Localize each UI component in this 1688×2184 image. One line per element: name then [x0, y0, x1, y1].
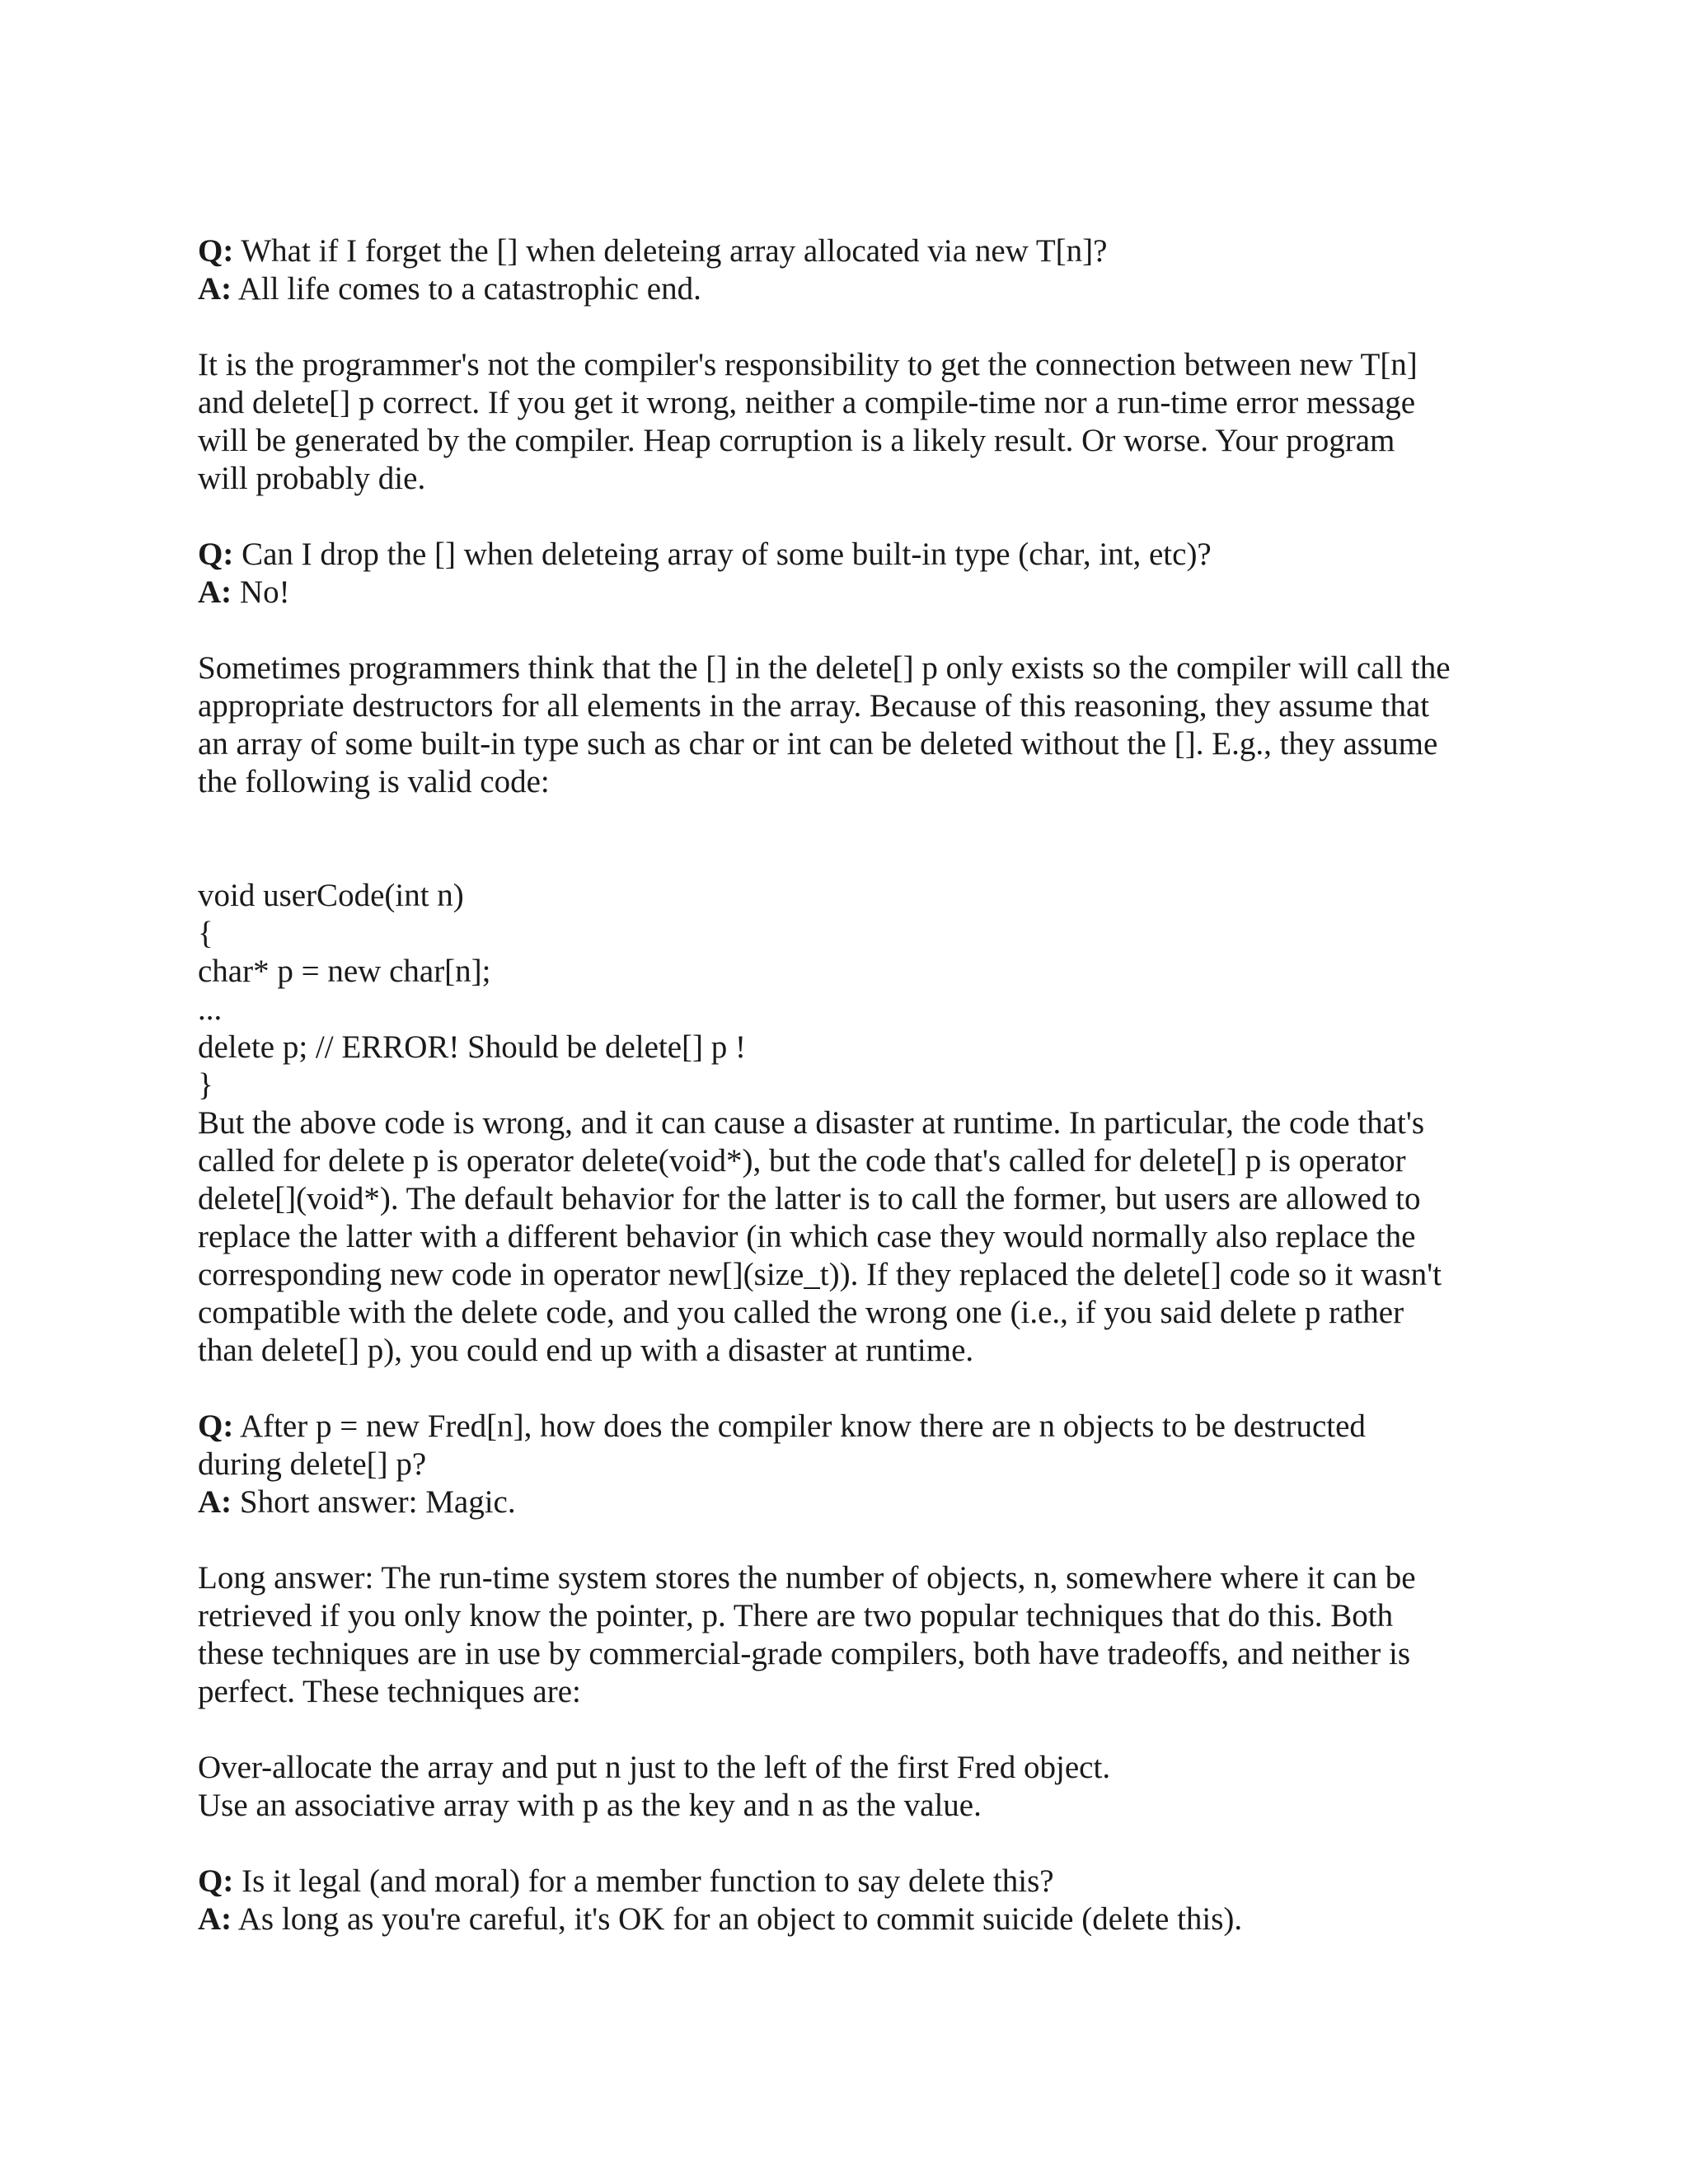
q-label: Q: [198, 1863, 234, 1899]
answer-4 [198, 1900, 1517, 1938]
code-line: } [198, 1067, 213, 1103]
answer-4-text: As long as you're careful, it's OK for an object to commit suicide (delete this). [237, 1901, 1243, 1937]
paragraph-3-line: delete[](void*). The default behavior for the latter is to call the former, but users are allowed to [198, 1181, 1421, 1216]
paragraph-2-line: Sometimes programmers think that the [] in the delete[] p only exists so the compiler will call the [198, 650, 1451, 686]
code-line: char* p = new char[n]; [198, 954, 491, 989]
paragraph-1-line: will be generated by the compiler. Heap corruption is a likely result. Or worse. Your program [198, 423, 1395, 458]
paragraph-3-line: replace the latter with a different behavior (in which case they would normally also replace the [198, 1219, 1416, 1254]
a-label: A: [198, 271, 232, 307]
paragraph-2-line: the following is valid code: [198, 764, 550, 799]
code-line: { [198, 916, 213, 951]
question-3 [198, 1408, 1517, 1446]
q-label: Q: [198, 537, 234, 572]
a-label: A: [198, 574, 232, 610]
question-2 [198, 536, 1517, 574]
paragraph-3-line: corresponding new code in operator new[](size_t)). If they replaced the delete[] code so it wasn't [198, 1257, 1442, 1292]
answer-1 [198, 270, 1517, 308]
answer-2-text: No! [239, 574, 290, 610]
question-3-continuation: during delete[] p? [198, 1446, 427, 1482]
paragraph-3-line: than delete[] p), you could end up with a disaster at runtime. [198, 1333, 974, 1368]
question-2-text: Can I drop the [] when deleteing array of some built-in type (char, int, etc)? [241, 537, 1212, 572]
question-4-text: Is it legal (and moral) for a member function to say delete this? [241, 1863, 1054, 1899]
paragraph-3-line: But the above code is wrong, and it can cause a disaster at runtime. In particular, the code that's [198, 1105, 1425, 1141]
answer-2 [198, 574, 1517, 612]
q-label: Q: [198, 233, 234, 269]
code-line: delete p; // ERROR! Should be delete[] p ! [198, 1029, 747, 1065]
a-label: A: [198, 1901, 232, 1937]
paragraph-2-line: an array of some built-in type such as char or int can be deleted without the []. E.g., they assume [198, 726, 1438, 762]
answer-3-text: Short answer: Magic. [239, 1484, 516, 1520]
a-label: A: [198, 1484, 232, 1520]
question-3-text: After p = new Fred[n], how does the compiler know there are n objects to be destructed [239, 1408, 1366, 1444]
document-page [198, 232, 1517, 1938]
question-4 [198, 1863, 1517, 1900]
paragraph-3-line: called for delete p is operator delete(void*), but the code that's called for delete[] p is operator [198, 1143, 1406, 1179]
question-1 [198, 232, 1517, 270]
paragraph-1-line: It is the programmer's not the compiler's responsibility to get the connection between new T[n] [198, 347, 1418, 382]
technique-item: Use an associative array with p as the key and n as the value. [198, 1788, 982, 1823]
code-line: void userCode(int n) [198, 878, 464, 913]
paragraph-1-line: and delete[] p correct. If you get it wrong, neither a compile-time nor a run-time error message [198, 385, 1416, 420]
answer-1-text: All life comes to a catastrophic end. [237, 271, 701, 307]
paragraph-4-line: these techniques are in use by commercial-grade compilers, both have tradeoffs, and neither is [198, 1636, 1410, 1671]
paragraph-4-line: perfect. These techniques are: [198, 1674, 581, 1709]
paragraph-1-line: will probably die. [198, 461, 426, 496]
technique-item: Over-allocate the array and put n just to the left of the first Fred object. [198, 1750, 1111, 1785]
q-label: Q: [198, 1408, 234, 1444]
paragraph-2-line: appropriate destructors for all elements in the array. Because of this reasoning, they assume that [198, 688, 1430, 724]
answer-3 [198, 1483, 1517, 1521]
paragraph-4-line: retrieved if you only know the pointer, p. There are two popular techniques that do this. Both [198, 1598, 1394, 1633]
paragraph-3-line: compatible with the delete code, and you called the wrong one (i.e., if you said delete p rather [198, 1295, 1404, 1330]
code-line: ... [198, 991, 223, 1027]
paragraph-4-line: Long answer: The run-time system stores the number of objects, n, somewhere where it can be [198, 1560, 1416, 1596]
question-1-text: What if I forget the [] when deleteing array allocated via new T[n]? [241, 233, 1108, 269]
